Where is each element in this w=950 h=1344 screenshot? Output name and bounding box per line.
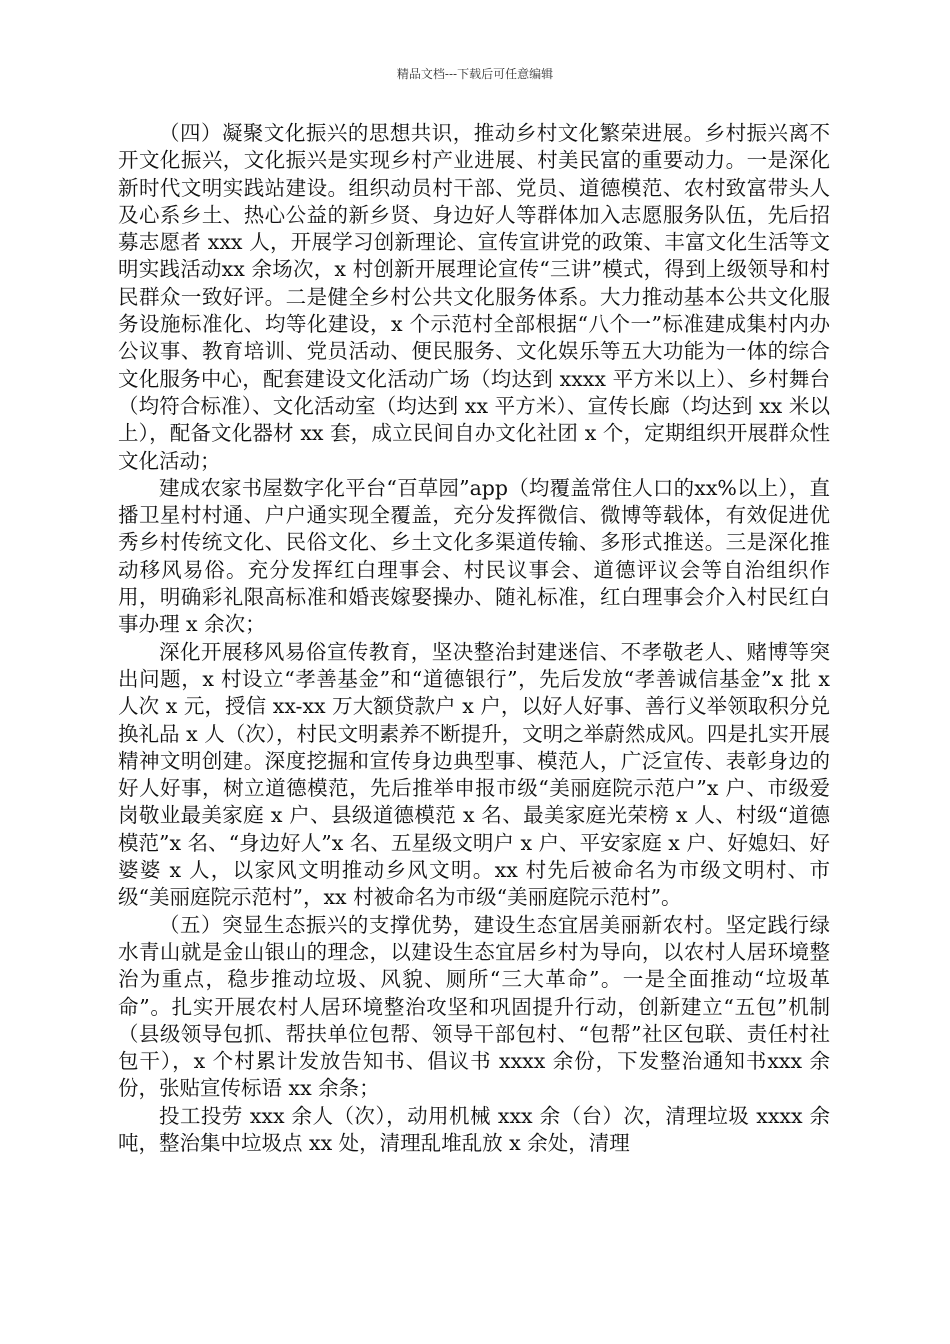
- paragraph-digital-library: 建成农家书屋数字化平台“百草园”app（均覆盖常住人口的xx%以上），直播卫星村村通、户户通实现全覆盖，充分发挥微信、微博等载体，有效促进优秀乡村传统文化、民俗文化、乡土文化多渠道传输、多形式推送。三是深化推动移风易俗。充分发挥红白理事会、村民议事会、道德评议会等自治组织作用，明确彩礼限高标准和婚丧嫁娶操办、随礼标准，红白理事会介入村民红白事办理 x 余次；: [118, 475, 830, 637]
- paragraph-culture-revitalization: （四）凝聚文化振兴的思想共识，推动乡村文化繁荣进展。乡村振兴离不开文化振兴，文化振兴是实现乡村产业进展、村美民富的重要动力。一是深化新时代文明实践站建设。组织动员村干部、党员、道德模范、农村致富带头人及心系乡土、热心公益的新乡贤、身边好人等群体加入志愿服务队伍，先后招募志愿者 xxx 人，开展学习创新理论、宣传宣讲党的政策、丰富文化生活等文明实践活动xx 余场次，x 村创新开展理论宣传“三讲”模式，得到上级领导和村民群众一致好评。二是健全乡村公共文化服务体系。大力推动基本公共文化服务设施标准化、均等化建设，x 个示范村全部根据“八个一”标准建成集村内办公议事、教育培训、党员活动、便民服务、文化娱乐等五大功能为一体的综合文化服务中心，配套建设文化活动广场（均达到 xxxx 平方米以上）、乡村舞台（均符合标准）、文化活动室（均达到 xx 平方米）、宣传长廊（均达到 xx 米以上），配备文化器材 xx 套，成立民间自办文化社团 x 个，定期组织开展群众性文化活动；: [118, 121, 830, 473]
- paragraph-customs-reform: 深化开展移风易俗宣传教育，坚决整治封建迷信、不孝敬老人、赌博等突出问题，x 村设立“孝善基金”和“道德银行”，先后发放“孝善诚信基金”x 批 x 人次 x 元，授信 xx-xx 万大额贷款户 x 户，以好人好事、善行义举领取积分兑换礼品 x 人（次），村民文明素养不断提升，文明之举蔚然成风。四是扎实开展精神文明创建。深度挖掘和宣传身边典型事、模范人，广泛宣传、表彰身边的好人好事，树立道德模范，先后推举申报市级“美丽庭院示范户”x 户、市级爱岗敬业最美家庭 x 户、县级道德模范 x 名、最美家庭光荣榜 x 人、村级“道德模范”x 名、“身边好人”x 名、五星级文明户 x 户、平安家庭 x 户、好媳妇、好婆婆 x 人，以家风文明推动乡风文明。xx 村先后被命名为市级文明村、市级“美丽庭院示范村”，xx 村被命名为市级“美丽庭院示范村”。: [118, 639, 830, 910]
- paragraph-ecological-revitalization: （五）突显生态振兴的支撑优势，建设生态宜居美丽新农村。坚定践行绿水青山就是金山银山的理念，以建设生态宜居乡村为导向，以农村人居环境整治为重点，稳步推动垃圾、风貌、厕所“三大革命”。一是全面推动“垃圾革命”。扎实开展农村人居环境整治攻坚和巩固提升行动，创新建立“五包”机制（县级领导包抓、帮扶单位包帮、领导干部包村、“包帮”社区包联、责任村社包干），x 个村累计发放告知书、倡议书 xxxx 余份，下发整治通知书xxx 余份，张贴宣传标语 xx 余条；: [118, 912, 830, 1101]
- document-body: [118, 120, 830, 1157]
- paragraph-labor-input: 投工投劳 xxx 余人（次），动用机械 xxx 余（台）次，清理垃圾 xxxx 余吨，整治集中垃圾点 xx 处，清理乱堆乱放 x 余处，清理: [118, 1103, 830, 1155]
- page-header: 精品文档---下载后可任意编辑: [396, 67, 554, 81]
